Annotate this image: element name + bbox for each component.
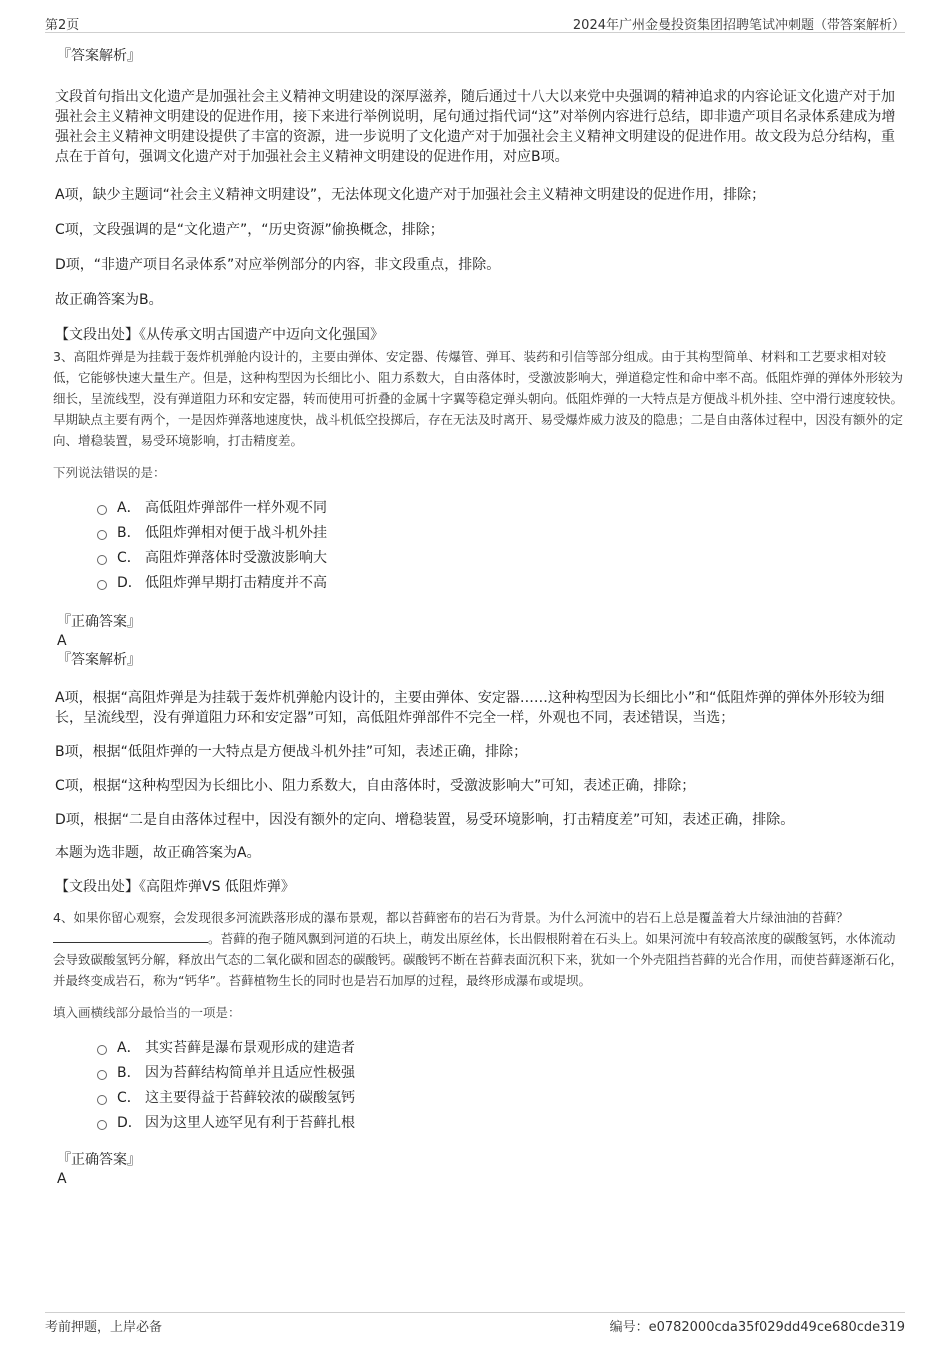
radio-button[interactable] [97, 1095, 107, 1105]
q4-option-c[interactable]: C． 这主要得益于苔藓较浓的碳酸氢钙 [55, 1088, 905, 1113]
q2-source: 【文段出处】《从传承文明古国遗产中迈向文化强国》 [55, 327, 384, 343]
page-number: 第2页 [45, 18, 80, 33]
q4-option-a[interactable]: A． 其实苔藓是瀑布景观形成的建造者 [55, 1038, 905, 1063]
radio-button[interactable] [97, 555, 107, 565]
q4-options [55, 1038, 905, 1138]
q3-analysis-b: B项，根据“低阻炸弹的一大特点是方便战斗机外挂”可知，表述正确，排除； [55, 744, 528, 760]
q3-analysis-d: D项，根据“二是自由落体过程中，因没有额外的定向、增稳装置，易受环境影响，打击精度差”可知，表述正确，排除。 [55, 812, 795, 828]
page-footer [45, 1312, 905, 1335]
q3-analysis-c: C项，根据“这种构型因为长细比小、阻力系数大，自由落体时，受激波影响大”可知，表述正确，排除； [55, 778, 696, 794]
q2-analysis-a: A项，缺少主题词“社会主义精神文明建设”，无法体现文化遗产对于加强社会主义精神文明建设的促进作用，排除； [55, 187, 766, 203]
q3-option-d[interactable]: D． 低阻炸弹早期打击精度并不高 [55, 573, 905, 598]
q4-option-d[interactable]: D． 因为这里人迹罕见有利于苔藓扎根 [55, 1113, 905, 1138]
footer-slogan: 考前押题，上岸必备 [45, 1320, 163, 1335]
page-header [45, 12, 905, 33]
radio-button[interactable] [97, 580, 107, 590]
document-title: 2024年广州金曼投资集团招聘笔试冲刺题（带答案解析） [572, 18, 905, 33]
q2-analysis-c: C项，文段强调的是“文化遗产”，“历史资源”偷换概念，排除； [55, 222, 444, 238]
q4-passage: 4、如果你留心观察，会发现很多河流跌落形成的瀑布景观，都以苔藓密布的岩石为背景。为什么河流中的岩石上总是覆盖着大片绿油油的苔藓？。苔藓的孢子随风飘到河道的石块上，萌发出原丝体，长出假根附着在石头上。如果河流中有较高浓度的碳酸氢钙，水体流动会导致碳酸氢钙分解，释放出气态的二氧化碳和固态的碳酸钙。碳酸钙不断在苔藓表面沉积下来，犹如一个外壳阻挡苔藓的光合作用，而使苔藓逐渐石化，并最终变成岩石，称为“钙华”。苔藓植物生长的同时也是岩石加厚的过程，最终形成瀑布或堤坝。 [53, 910, 904, 988]
document-body [55, 38, 905, 1188]
q4-prompt: 填入画横线部分最恰当的一项是： [53, 1005, 241, 1020]
radio-button[interactable] [97, 1045, 107, 1055]
document-id: 编号：e0782000cda35f029dd49ce680cde319 [609, 1320, 905, 1335]
q3-passage: 3、高阻炸弹是为挂载于轰炸机弹舱内设计的，主要由弹体、安定器、传爆管、弹耳、装药和引信等部分组成。由于其构型简单、材料和工艺要求相对较低，它能够快速大量生产。但是，这种构型因为长细比小、阻力系数大，自由落体时，受激波影响大，弹道稳定性和命中率不高。低阻炸弹的弹体外形较为细长，呈流线型，没有弹道阻力环和安定器，转而使用可折叠的金属十字翼等稳定弹头朝向。低阻炸弹的一大特点是方便战斗机外挂、空中滑行速度较快。早期缺点主要有两个，一是因炸弹落地速度快，战斗机低空投掷后，存在无法及时离开、易受爆炸威力波及的隐患；二是自由落体过程中，因没有额外的定向、增稳装置，易受环境影响，打击精度差。 [53, 349, 904, 448]
radio-button[interactable] [97, 505, 107, 515]
radio-button[interactable] [97, 1120, 107, 1130]
radio-button[interactable] [97, 1070, 107, 1080]
q3-prompt: 下列说法错误的是： [53, 465, 166, 480]
q3-correct-label: 『正确答案』 [57, 614, 141, 630]
q3-option-b[interactable]: B． 低阻炸弹相对便于战斗机外挂 [55, 523, 905, 548]
q4-option-b[interactable]: B． 因为苔藓结构简单并且适应性极强 [55, 1063, 905, 1088]
q3-options [55, 498, 905, 598]
q3-conclusion: 本题为选非题，故正确答案为A。 [55, 845, 261, 861]
q2-analysis-main: 文段首句指出文化遗产是加强社会主义精神文明建设的深厚滋养，随后通过十八大以来党中央强调的精神追求的内容论证文化遗产对于加强社会主义精神文明建设的促进作用，接下来进行举例说明，尾句通过指代词“这”对举例内容进行总结，即非遗产项目名录体系建成为增强社会主义精神文明建设提供了丰富的资源，进一步说明了文化遗产对于加强社会主义精神文明建设的促进作用。故文段为总分结构，重点在于首句，强调文化遗产对于加强社会主义精神文明建设的促进作用，对应B项。 [55, 89, 896, 165]
q3-correct-answer: A [57, 633, 67, 649]
radio-button[interactable] [97, 530, 107, 540]
q3-analysis-label: 『答案解析』 [57, 652, 141, 668]
q3-analysis-a: A项，根据“高阻炸弹是为挂载于轰炸机弹舱内设计的，主要由弹体、安定器……这种构型因为长细比小”和“低阻炸弹的弹体外形较为细长，呈流线型，没有弹道阻力环和安定器”可知，高低阻炸弹部件不完全一样，外观也不同，表述错误，当选； [55, 690, 885, 726]
q2-conclusion: 故正确答案为B。 [55, 292, 163, 308]
q4-correct-answer: A [57, 1171, 67, 1187]
q3-option-c[interactable]: C． 高阻炸弹落体时受激波影响大 [55, 548, 905, 573]
q3-option-a[interactable]: A． 高低阻炸弹部件一样外观不同 [55, 498, 905, 523]
q3-source: 【文段出处】《高阻炸弹VS 低阻炸弹》 [55, 879, 295, 895]
q4-correct-label: 『正确答案』 [57, 1152, 141, 1168]
fill-in-blank [53, 930, 208, 943]
q2-analysis-d: D项，“非遗产项目名录体系”对应举例部分的内容，非文段重点，排除。 [55, 257, 501, 273]
q2-analysis-label: 『答案解析』 [57, 48, 141, 64]
